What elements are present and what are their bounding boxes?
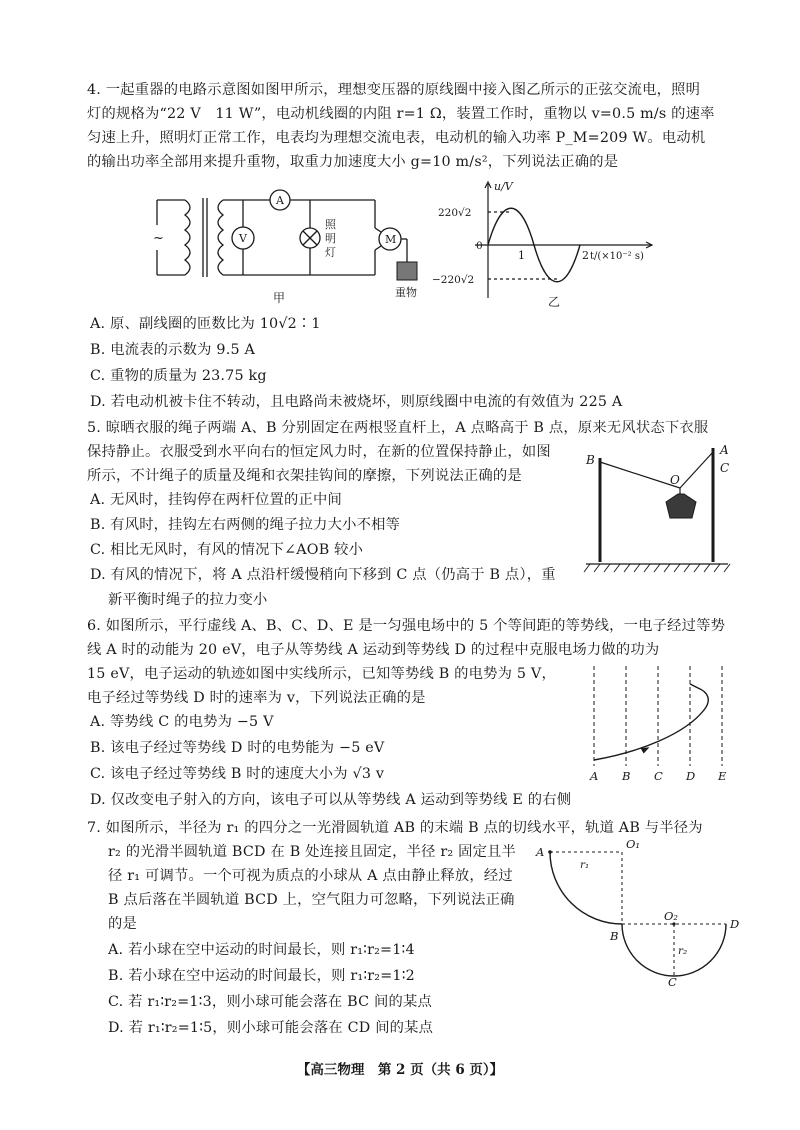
q5-option-d-line-2: 新平衡时绳子的拉力变小 bbox=[108, 592, 268, 608]
q4-option-b: B. 电流表的示数为 9.5 A bbox=[90, 342, 256, 358]
q7-track-diagram bbox=[532, 836, 742, 986]
point-o-label: O bbox=[670, 473, 680, 487]
weight-block bbox=[397, 262, 417, 280]
q5-stem-line-1: 5. 晾晒衣服的绳子两端 A、B 分别固定在两根竖直杆上，A 点略高于 B 点，原来无风状态下衣服 bbox=[87, 420, 709, 436]
label-o2: O₂ bbox=[664, 909, 679, 923]
q4-option-c: C. 重物的质量为 23.75 kg bbox=[90, 368, 267, 384]
weight-label: 重物 bbox=[395, 286, 417, 299]
voltmeter-label: V bbox=[239, 232, 247, 245]
label-a: A bbox=[536, 845, 545, 859]
q4-circuit-diagram bbox=[145, 180, 430, 310]
lamp-label-3: 灯 bbox=[325, 246, 336, 259]
rope-right bbox=[680, 452, 713, 488]
label-b: B bbox=[622, 769, 631, 783]
point-c-label: C bbox=[720, 461, 730, 475]
label-b: B bbox=[610, 929, 619, 943]
fig-yi-caption: 乙 bbox=[548, 295, 561, 309]
q5-option-b: B. 有风时，挂钩左右两侧的绳子拉力大小不相等 bbox=[90, 517, 401, 533]
source-symbol: ~ bbox=[153, 231, 164, 246]
y-max-label: 220√2 bbox=[438, 207, 472, 219]
label-r2: r₂ bbox=[678, 945, 688, 957]
tick-1-label: 1 bbox=[518, 249, 525, 262]
label-c: C bbox=[668, 975, 677, 986]
q6-option-c: C. 该电子经过等势线 B 时的速度大小为 √3 v bbox=[90, 766, 385, 782]
page-footer: 【高三物理 第 2 页（共 6 页）】 bbox=[296, 1062, 504, 1078]
y-min-label: −220√2 bbox=[432, 274, 475, 286]
label-d: D bbox=[730, 917, 740, 931]
q5-clothesline-diagram bbox=[582, 440, 732, 580]
y-axis-label: u/V bbox=[494, 180, 513, 193]
q5-stem-line-3: 所示，不计绳子的质量及绳和衣架挂钩间的摩擦，下列说法正确的是 bbox=[87, 468, 522, 484]
label-o1: O₁ bbox=[626, 837, 641, 851]
label-r1: r₁ bbox=[580, 859, 590, 871]
point-b-label: B bbox=[586, 453, 595, 467]
rope-left bbox=[600, 462, 680, 488]
electron-trajectory bbox=[594, 684, 708, 760]
label-d: D bbox=[686, 769, 696, 783]
secondary-coil bbox=[218, 200, 223, 275]
q6-option-a: A. 等势线 C 的电势为 −5 V bbox=[90, 714, 274, 730]
q6-stem-line-1: 6. 如图所示，平行虚线 A、B、C、D、E 是一匀强电场中的 5 个等间距的等势线，一电子经过等势 bbox=[87, 618, 726, 634]
q6-option-b: B. 该电子经过等势线 D 时的电势能为 −5 eV bbox=[90, 740, 385, 756]
q7-stem-line-4: B 点后落在半圆轨道 BCD 上，空气阻力可忽略，下列说法正确 bbox=[108, 892, 515, 908]
tick-2-label: 2 bbox=[582, 249, 589, 262]
q4-option-d: D. 若电动机被卡住不转动，且电路尚未被烧坏，则原线圈中电流的有效值为 225 A bbox=[90, 394, 623, 410]
point-a bbox=[548, 850, 552, 854]
q4-stem-line-2: 灯的规格为“22 V 11 W”，电动机线圈的内阻 r=1 Ω，装置工作时，重物以 v=0.5 m/s 的速率 bbox=[87, 106, 715, 122]
q7-option-a: A. 若小球在空中运动的时间最长，则 r₁∶r₂=1∶4 bbox=[108, 942, 415, 958]
q7-stem-line-2: r₂ 的光滑半圆轨道 BCD 在 B 处连接且固定，半径 r₂ 固定且半 bbox=[108, 844, 517, 860]
q6-stem-line-2: 线 A 时的动能为 20 eV，电子从等势线 A 运动到等势线 D 的过程中克服电场力做的功为 bbox=[87, 642, 660, 658]
q6-stem-line-4: 电子经过等势线 D 时的速率为 v，下列说法正确的是 bbox=[87, 690, 426, 706]
q5-option-d-line-1: D. 有风的情况下，将 A 点沿杆缓慢稍向下移到 C 点（仍高于 B 点），重 bbox=[90, 567, 556, 583]
point-a-label: A bbox=[720, 443, 729, 457]
q4-voltage-graph bbox=[420, 176, 660, 312]
q6-option-d: D. 仅改变电子射入的方向，该电子可以从等势线 A 运动到等势线 E 的右侧 bbox=[90, 792, 572, 808]
q7-option-d: D. 若 r₁∶r₂=1∶5，则小球可能会落在 CD 间的某点 bbox=[108, 1020, 434, 1036]
q4-stem-line-4: 的输出功率全部用来提升重物，取重力加速度大小 g=10 m/s²，下列说法正确的是 bbox=[87, 154, 619, 170]
ammeter-label: A bbox=[276, 194, 284, 207]
q7-option-b: B. 若小球在空中运动的时间最长，则 r₁∶r₂=1∶2 bbox=[108, 968, 415, 984]
q4-stem-line-1: 4. 一起重器的电路示意图如图甲所示，理想变压器的原线圈中接入图乙所示的正弦交流电，照明 bbox=[87, 82, 701, 98]
q7-option-c: C. 若 r₁∶r₂=1∶3，则小球可能会落在 BC 间的某点 bbox=[108, 994, 432, 1010]
clothes-shape bbox=[666, 494, 696, 518]
lamp-label-1: 照 bbox=[325, 218, 336, 231]
q5-option-c: C. 相比无风时，有风的情况下∠AOB 较小 bbox=[90, 542, 364, 558]
q7-stem-line-3: 径 r₁ 可调节。一个可视为质点的小球从 A 点由静止释放，经过 bbox=[108, 868, 513, 884]
lamp-label-2: 明 bbox=[325, 232, 336, 245]
motor-label: M bbox=[385, 233, 397, 246]
q7-stem-line-5: 的是 bbox=[108, 916, 137, 932]
fig-jia-caption: 甲 bbox=[273, 291, 286, 305]
q5-stem-line-2: 保持静止。衣服受到水平向右的恒定风力时，在新的位置保持静止，如图 bbox=[87, 444, 551, 460]
label-a: A bbox=[590, 769, 599, 783]
label-c: C bbox=[654, 769, 663, 783]
q6-stem-line-3: 15 eV，电子运动的轨迹如图中实线所示，已知等势线 B 的电势为 5 V， bbox=[87, 666, 556, 682]
q4-stem-line-3: 匀速上升，照明灯正常工作，电表均为理想交流电表，电动机的输入功率 P_M=209 W。电动机 bbox=[87, 130, 706, 146]
q6-equipotential-diagram bbox=[580, 662, 740, 786]
q7-stem-line-1: 7. 如图所示，半径为 r₁ 的四分之一光滑圆轨道 AB 的末端 B 点的切线水平，轨道 AB 与半径为 bbox=[87, 820, 703, 836]
q5-option-a: A. 无风时，挂钩停在两杆位置的正中间 bbox=[90, 492, 342, 508]
primary-coil bbox=[185, 200, 190, 275]
origin-label: 0 bbox=[476, 240, 483, 252]
x-axis-label: t/(×10⁻² s) bbox=[590, 251, 644, 262]
label-e: E bbox=[718, 769, 727, 783]
q4-option-a: A. 原、副线圈的匝数比为 10√2∶1 bbox=[90, 316, 321, 332]
